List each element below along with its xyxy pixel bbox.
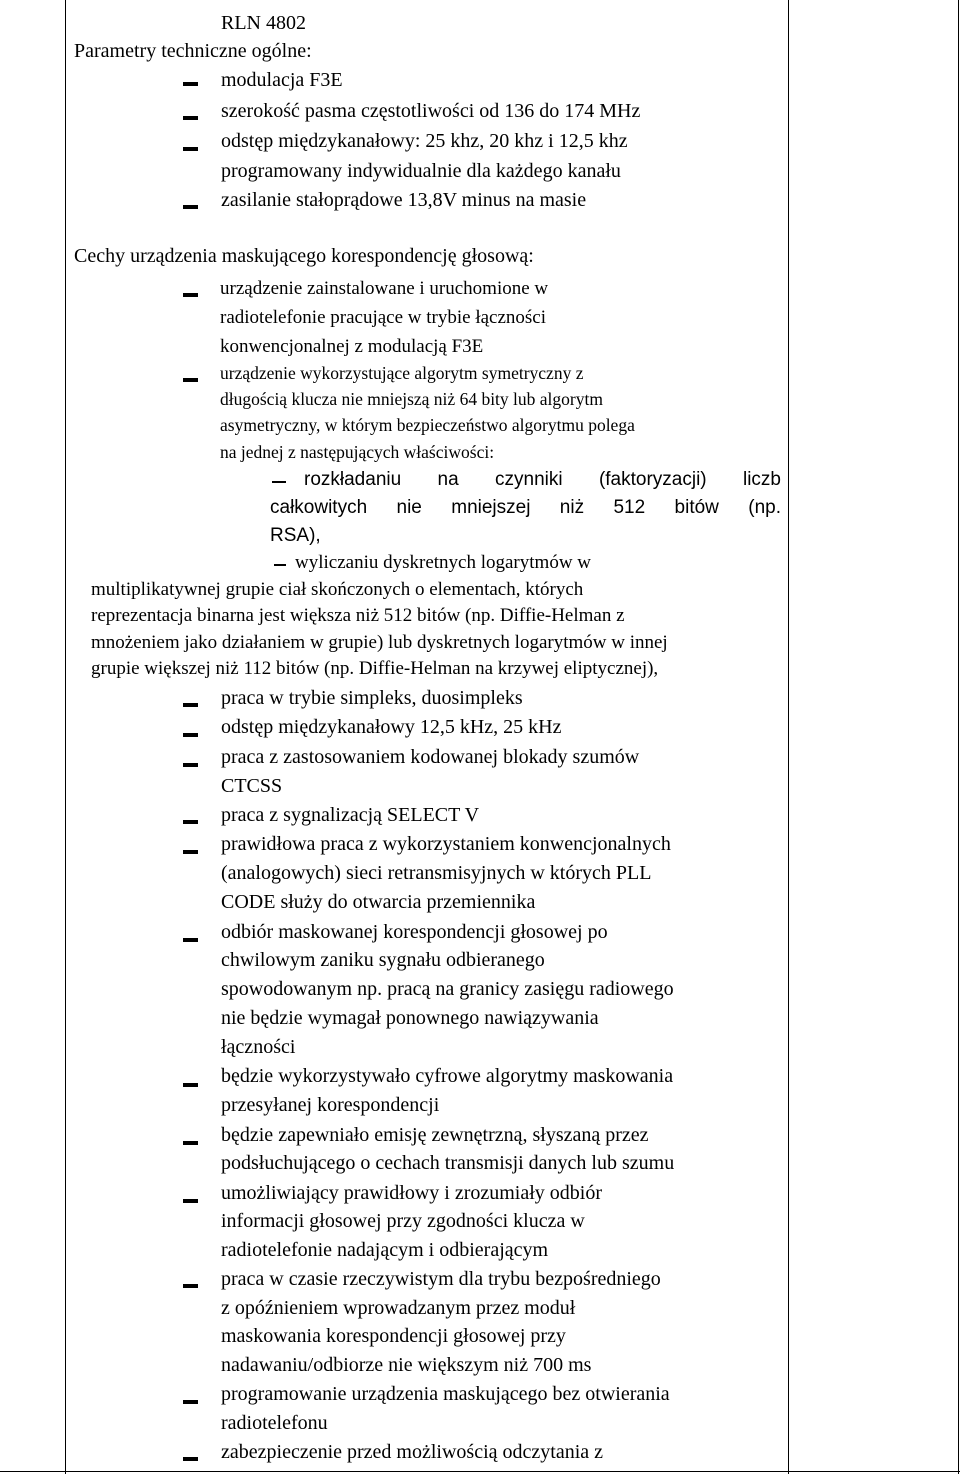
masking-item-line: długością klucza nie mniejszą niż 64 bity lub algorytm (220, 389, 603, 409)
feature-item: umożliwiający prawidłowy i zrozumiały odbiór (221, 1182, 603, 1204)
bullet-marker (183, 147, 198, 151)
masking-item-line: radiotelefonie pracujące w trybie łączności (220, 307, 546, 328)
bullet-marker (183, 733, 198, 737)
sub-item-line: wyliczaniu dyskretnych logarytmów w (295, 552, 592, 573)
bullet-marker (183, 1199, 198, 1203)
feature-item: maskowania korespondencji głosowej przy (221, 1325, 566, 1347)
bullet-marker (183, 293, 198, 297)
feature-item: nie będzie wymagał ponownego nawiązywania (221, 1007, 599, 1029)
general-parameters-heading: Parametry techniczne ogólne: (74, 40, 312, 62)
masking-item-line: urządzenie wykorzystujące algorytm symetryczny z (220, 363, 584, 383)
sub-item-line: całkowitych nie mniejszej niż 512 bitów (np. (270, 497, 781, 518)
general-item: programowany indywidualnie dla każdego kanału (221, 160, 621, 182)
bullet-marker (183, 1400, 198, 1404)
document-code: RLN 4802 (221, 12, 306, 34)
bullet-marker (183, 850, 198, 854)
feature-item: prawidłowa praca z wykorzystaniem konwencjonalnych (221, 833, 671, 855)
feature-item: nadawaniu/odbiorze nie większym niż 700 ms (221, 1354, 592, 1376)
table-border-middle (788, 0, 789, 1474)
bullet-marker (183, 82, 198, 86)
table-border-right (958, 0, 959, 1474)
table-border-bottom (0, 1471, 960, 1472)
table-border-left (65, 0, 66, 1474)
feature-item: będzie zapewniało emisję zewnętrzną, słyszaną przez (221, 1124, 649, 1146)
masking-features-heading: Cechy urządzenia maskującego korespondencję głosową: (74, 245, 534, 267)
sub-item-line: multiplikatywnej grupie ciał skończonych o elementach, których (91, 579, 584, 600)
bullet-marker (183, 938, 198, 942)
feature-item: informacji głosowej przy zgodności klucza w (221, 1210, 585, 1232)
feature-item: (analogowych) sieci retransmisyjnych w których PLL (221, 862, 652, 884)
sub-item-line: rozkładaniu na czynniki (faktoryzacji) liczb (304, 469, 781, 490)
feature-item: programowanie urządzenia maskującego bez otwierania (221, 1383, 670, 1405)
feature-item: radiotelefonu (221, 1412, 328, 1434)
feature-item: łączności (221, 1036, 296, 1058)
sub-item-line: reprezentacja binarna jest większa niż 512 bitów (np. Diffie-Helman z (91, 605, 625, 626)
feature-item: odstęp międzykanałowy 12,5 kHz, 25 kHz (221, 716, 562, 738)
feature-item: radiotelefonie nadającym i odbierającym (221, 1239, 549, 1261)
feature-item: chwilowym zaniku sygnału odbieranego (221, 949, 545, 971)
feature-item: podsłuchującego o cechach transmisji danych lub szumu (221, 1152, 675, 1174)
sub-item-line: grupie większej niż 112 bitów (np. Diffie-Helman na krzywej eliptycznej), (91, 658, 659, 679)
bullet-marker (183, 1284, 198, 1288)
general-item: szerokość pasma częstotliwości od 136 do 174 MHz (221, 100, 641, 122)
sub-item-line: mnożeniem jako działaniem w grupie) lub dyskretnych logarytmów w innej (91, 632, 668, 653)
feature-item: praca w trybie simpleks, duosimpleks (221, 687, 523, 709)
feature-item: zabezpieczenie przed możliwością odczytania z (221, 1441, 604, 1463)
bullet-marker (183, 116, 198, 120)
feature-item: praca w czasie rzeczywistym dla trybu bezpośredniego (221, 1268, 661, 1290)
bullet-marker (183, 763, 198, 767)
general-item: zasilanie stałoprądowe 13,8V minus na masie (221, 189, 587, 211)
feature-item: spowodowanym np. pracą na granicy zasięgu radiowego (221, 978, 674, 1000)
feature-item: CODE służy do otwarcia przemiennika (221, 891, 536, 913)
masking-item-line: asymetryczny, w którym bezpieczeństwo algorytmu polega (220, 415, 635, 435)
feature-item: CTCSS (221, 775, 283, 797)
feature-item: przesyłanej korespondencji (221, 1094, 440, 1116)
feature-item: odbiór maskowanej korespondencji głosowej po (221, 921, 608, 943)
bullet-marker (183, 1457, 198, 1461)
general-item: modulacja F3E (221, 69, 343, 91)
feature-item: praca z zastosowaniem kodowanej blokady szumów (221, 746, 640, 768)
bullet-marker (183, 378, 198, 382)
bullet-marker (183, 820, 198, 824)
sub-item-line: RSA), (270, 525, 321, 546)
sub-dash-marker (274, 564, 286, 566)
masking-item-line: konwencjonalnej z modulacją F3E (220, 336, 484, 357)
masking-item-line: na jednej z następujących właściwości: (220, 442, 495, 462)
general-item: odstęp międzykanałowy: 25 khz, 20 khz i 12,5 khz (221, 130, 628, 152)
bullet-marker (183, 703, 198, 707)
bullet-marker (183, 205, 198, 209)
bullet-marker (183, 1141, 198, 1145)
feature-item: z opóźnieniem wprowadzanym przez moduł (221, 1297, 576, 1319)
feature-item: praca z sygnalizacją SELECT V (221, 804, 480, 826)
feature-item: będzie wykorzystywało cyfrowe algorytmy maskowania (221, 1065, 674, 1087)
bullet-marker (183, 1083, 198, 1087)
sub-dash-marker (272, 481, 286, 483)
masking-item-line: urządzenie zainstalowane i uruchomione w (220, 278, 549, 299)
